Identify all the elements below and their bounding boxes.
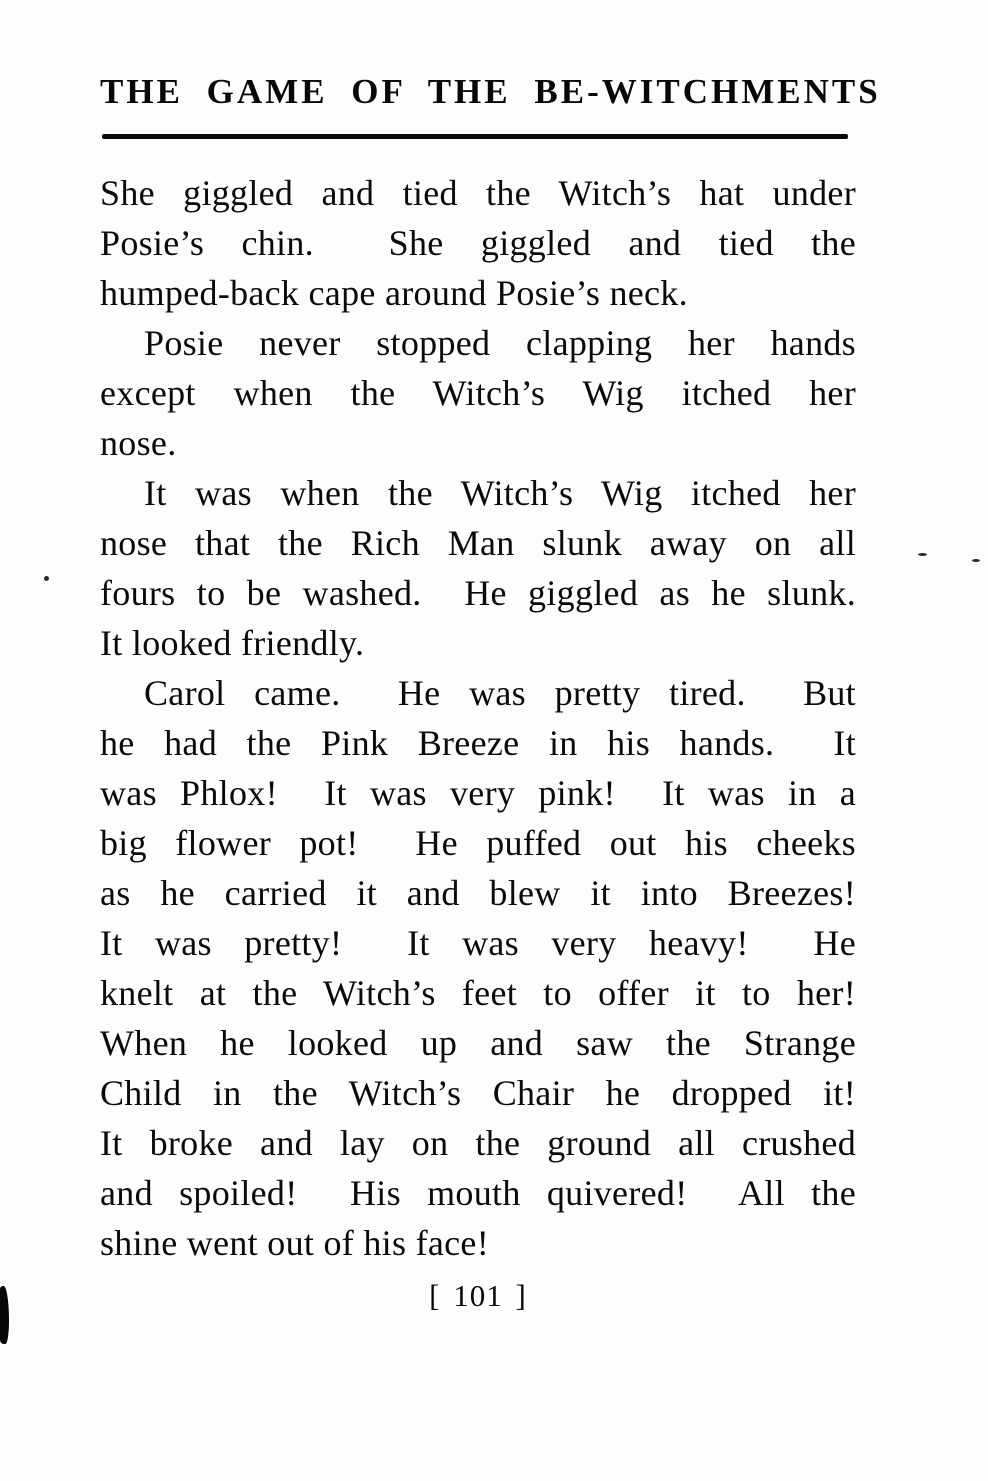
text-line: he had the Pink Breeze in his hands. It: [100, 723, 856, 763]
text-line: and spoiled! His mouth quivered! All the: [100, 1173, 856, 1213]
text-line: fours to be washed. He giggled as he slunk.: [100, 573, 856, 613]
text-line: It looked friendly.: [100, 623, 365, 663]
text-line: nose.: [100, 423, 177, 463]
page-number: [ 101 ]: [429, 1278, 527, 1313]
body-text-block: [100, 168, 856, 1268]
text-line: When he looked up and saw the Strange: [100, 1023, 856, 1063]
text-line: It broke and lay on the ground all crushed: [100, 1123, 856, 1163]
text-line: was Phlox! It was very pink! It was in a: [100, 773, 856, 813]
text-line: big flower pot! He puffed out his cheeks: [100, 823, 856, 863]
text-line: except when the Witch’s Wig itched her: [100, 373, 856, 413]
text-line: humped-back cape around Posie’s neck.: [100, 273, 688, 313]
text-line: It was when the Witch’s Wig itched her: [144, 473, 856, 513]
scan-speck: [972, 559, 980, 562]
text-line: Posie never stopped clapping her hands: [144, 323, 856, 363]
left-edge-ink-blot: [0, 1286, 9, 1344]
text-line: Carol came. He was pretty tired. But: [144, 673, 856, 713]
text-line: She giggled and tied the Witch’s hat under: [100, 173, 856, 213]
text-line: It was pretty! It was very heavy! He: [100, 923, 856, 963]
text-line: as he carried it and blew it into Breezes!: [100, 873, 856, 913]
text-line: nose that the Rich Man slunk away on all: [100, 523, 856, 563]
header-rule: [102, 134, 848, 139]
scan-speck: [44, 576, 49, 581]
text-line: shine went out of his face!: [100, 1223, 489, 1263]
text-line: Child in the Witch’s Chair he dropped it!: [100, 1073, 856, 1113]
text-line: Posie’s chin. She giggled and tied the: [100, 223, 856, 263]
running-head-title: THE GAME OF THE BE-WITCHMENTS: [100, 72, 881, 111]
scan-speck: [918, 553, 927, 556]
text-line: knelt at the Witch’s feet to offer it to her!: [100, 973, 856, 1013]
